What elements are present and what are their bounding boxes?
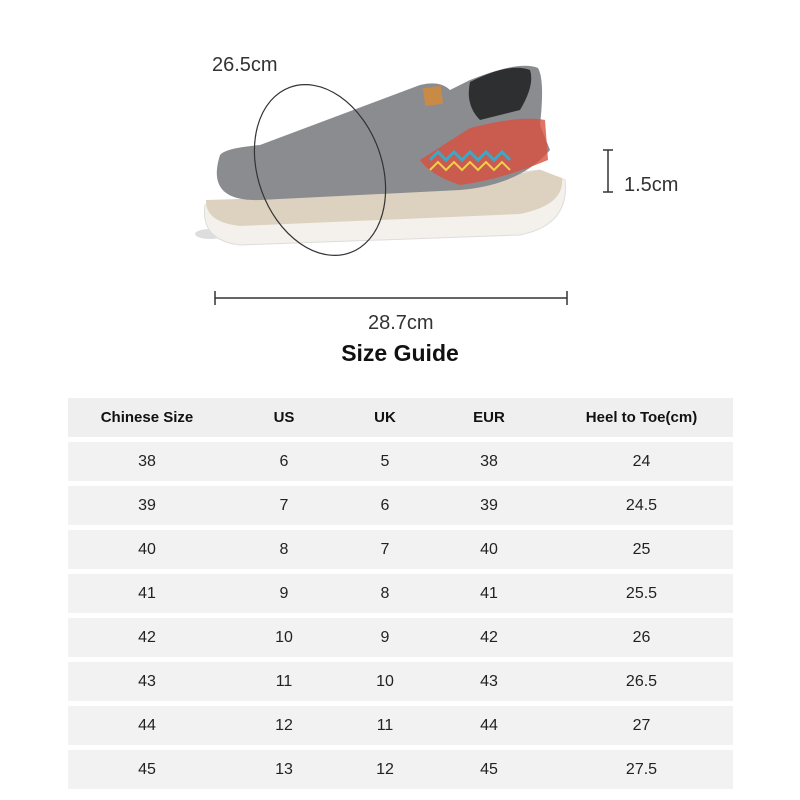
- cell-chinese-size: 44: [138, 716, 156, 734]
- heel-height-label: 1.5cm: [624, 174, 679, 196]
- cell-eur: 44: [480, 716, 498, 734]
- cell-uk: 7: [380, 540, 390, 558]
- cell-uk: 9: [380, 628, 390, 646]
- table-row: [68, 486, 733, 525]
- table-row: [68, 662, 733, 701]
- cell-chinese-size: 42: [138, 628, 156, 646]
- table-header-row: [68, 398, 733, 437]
- cell-chinese-size: 41: [138, 584, 156, 602]
- cell-chinese-size: 38: [138, 452, 156, 470]
- size-table: [68, 398, 733, 794]
- header-us: US: [273, 409, 295, 426]
- cell-us: 6: [279, 452, 289, 470]
- cell-uk: 12: [376, 760, 394, 778]
- table-row: [68, 618, 733, 657]
- header-uk: UK: [374, 409, 396, 426]
- cell-eur: 40: [480, 540, 498, 558]
- header-eur: EUR: [473, 409, 505, 426]
- cell-uk: 8: [380, 584, 390, 602]
- cell-us: 9: [279, 584, 289, 602]
- cell-heel-to-toe: 26: [632, 628, 651, 646]
- shoe-illustration: [0, 0, 800, 340]
- cell-us: 7: [279, 496, 289, 514]
- table-row: [68, 750, 733, 789]
- cell-us: 13: [275, 760, 293, 778]
- page-title: Size Guide: [341, 340, 459, 366]
- cell-chinese-size: 45: [138, 760, 156, 778]
- cell-chinese-size: 43: [138, 672, 156, 690]
- length-marker: [215, 291, 567, 305]
- table-row: [68, 442, 733, 481]
- header-chinese-size: Chinese Size: [100, 409, 194, 426]
- cell-eur: 39: [480, 496, 498, 514]
- cell-uk: 11: [376, 716, 394, 734]
- cell-heel-to-toe: 25.5: [625, 584, 658, 602]
- cell-heel-to-toe: 26.5: [625, 672, 658, 690]
- cell-eur: 45: [480, 760, 498, 778]
- cell-eur: 42: [480, 628, 498, 646]
- brand-patch: [423, 86, 443, 106]
- cell-uk: 10: [376, 672, 394, 690]
- cell-us: 11: [275, 672, 293, 690]
- table-row: [68, 706, 733, 745]
- cell-eur: 43: [480, 672, 498, 690]
- cell-chinese-size: 39: [138, 496, 156, 514]
- cell-uk: 5: [380, 452, 390, 470]
- heel-height-marker: [603, 150, 613, 192]
- cell-heel-to-toe: 24: [632, 452, 651, 470]
- cell-heel-to-toe: 27: [632, 716, 651, 734]
- table-row: [68, 574, 733, 613]
- cell-heel-to-toe: 27.5: [625, 760, 658, 778]
- cell-us: 8: [279, 540, 289, 558]
- cell-heel-to-toe: 25: [632, 540, 651, 558]
- cell-chinese-size: 40: [138, 540, 156, 558]
- cell-uk: 6: [380, 496, 390, 514]
- length-label: 28.7cm: [368, 312, 434, 334]
- cell-eur: 38: [480, 452, 498, 470]
- cell-us: 12: [275, 716, 293, 734]
- table-row: [68, 530, 733, 569]
- cell-eur: 41: [480, 584, 498, 602]
- cell-us: 10: [275, 628, 293, 646]
- header-heel-to-toe: Heel to Toe(cm): [585, 409, 698, 426]
- circumference-label: 26.5cm: [212, 54, 278, 76]
- cell-heel-to-toe: 24.5: [625, 496, 658, 514]
